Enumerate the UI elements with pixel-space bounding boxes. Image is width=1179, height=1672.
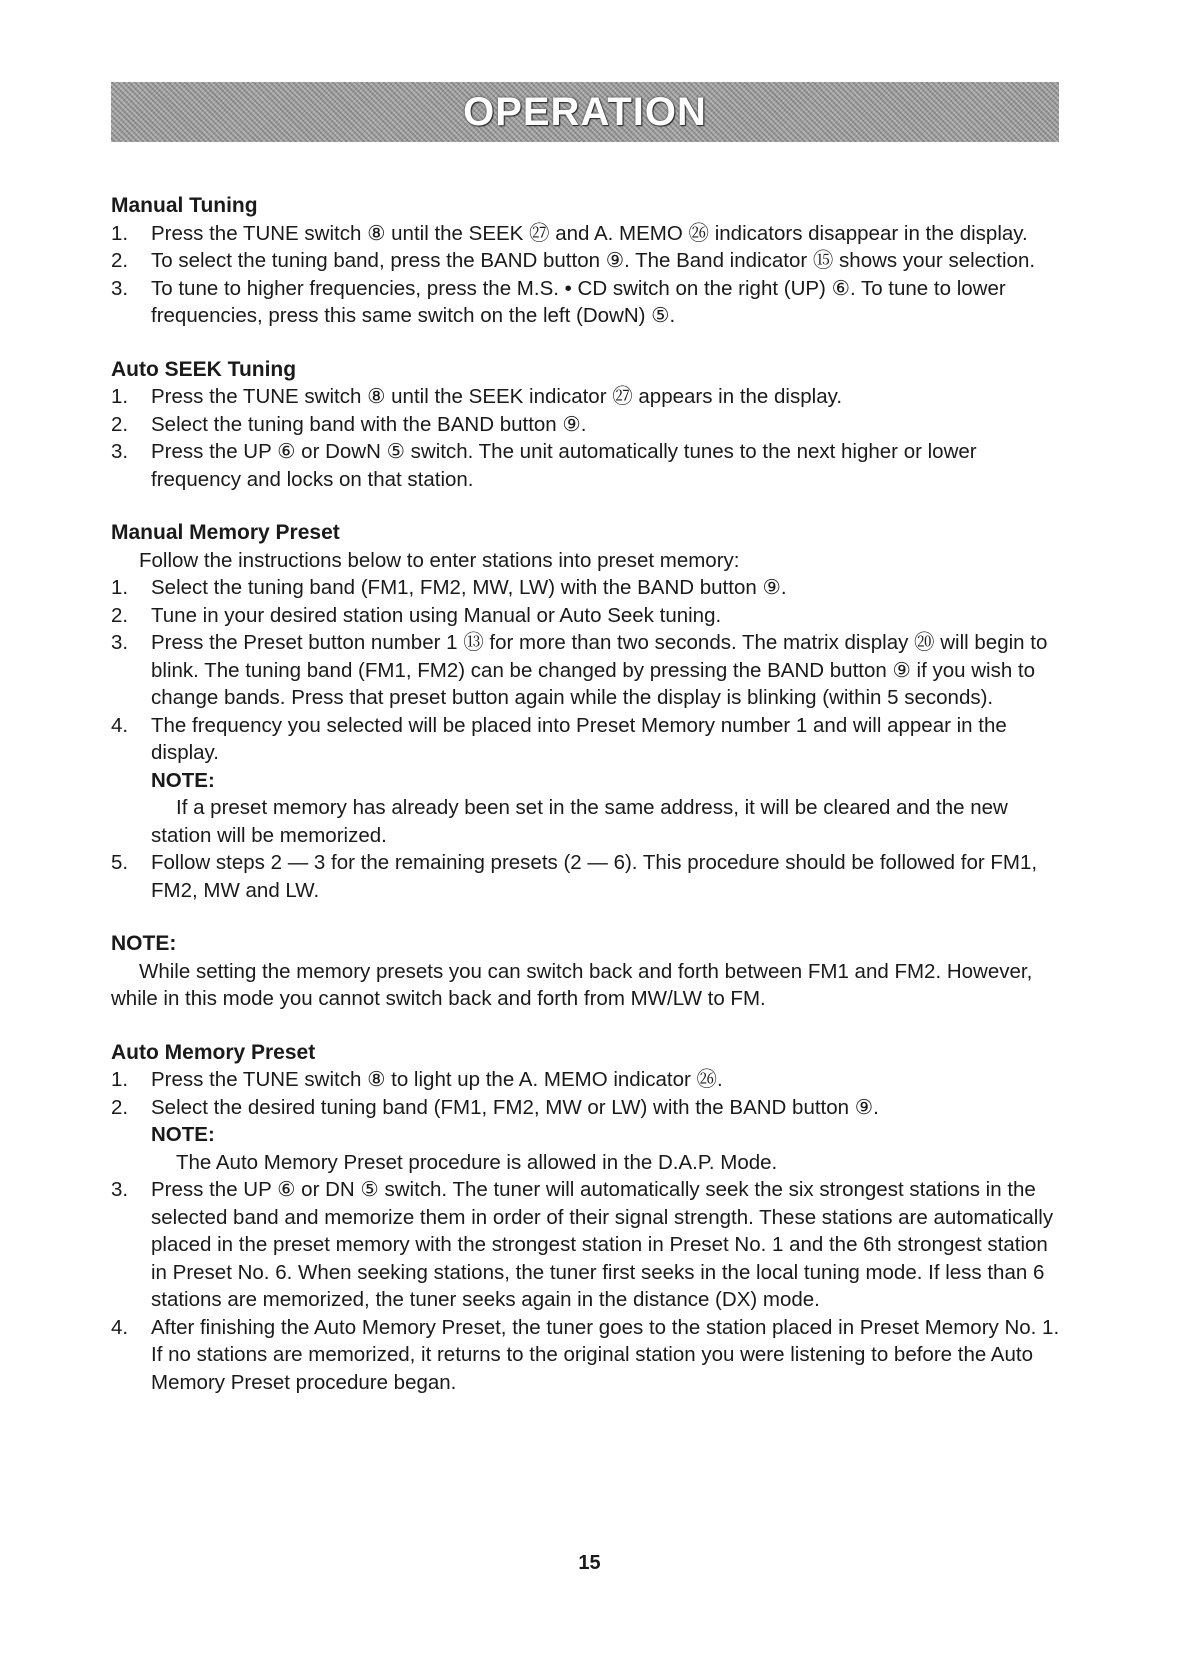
item-text: After finishing the Auto Memory Preset, the tuner goes to the station placed in Preset Memory No. 1. If no stations are memorized, it returns to the original station you were listening to before the Auto Memory Preset procedure began. bbox=[151, 1315, 1060, 1394]
page-number: 15 bbox=[578, 1552, 601, 1574]
item-number: 2. bbox=[111, 412, 129, 436]
item-text: Follow steps 2 — 3 for the remaining presets (2 — 6). This procedure should be followed for FM1, FM2, MW and LW. bbox=[151, 851, 1038, 902]
list-item bbox=[111, 629, 1066, 712]
item-number: 2. bbox=[111, 603, 129, 627]
item-text: Press the UP ⑥ or DowN ⑤ switch. The unit automatically tunes to the next higher or lower frequency and locks on that station. bbox=[151, 440, 977, 491]
item-text: To tune to higher frequencies, press the M.S. • CD switch on the right (UP) ⑥. To tune to lower frequencies, press this same switch on the left (DowN) ⑤. bbox=[151, 276, 1006, 327]
page-content bbox=[111, 192, 1066, 1396]
list-item bbox=[111, 411, 1066, 439]
section-heading: Auto Memory Preset bbox=[111, 1040, 316, 1064]
item-text: Select the tuning band with the BAND button ⑨. bbox=[151, 412, 587, 436]
item-number: 1. bbox=[111, 221, 129, 245]
section-auto-memory bbox=[111, 1039, 1066, 1397]
item-number: 4. bbox=[111, 1315, 129, 1339]
item-number: 2. bbox=[111, 249, 129, 272]
item-number: 3. bbox=[111, 440, 129, 463]
note-label: NOTE: bbox=[151, 768, 215, 792]
page-title: OPERATION bbox=[463, 89, 707, 134]
item-number: 3. bbox=[111, 276, 129, 300]
note-text: If a preset memory has already been set in the same address, it will be cleared and the new station will be memorized. bbox=[151, 796, 1008, 847]
section-auto-seek bbox=[111, 356, 1066, 494]
item-text: Press the TUNE switch ⑧ to light up the A. MEMO indicator ㉖. bbox=[151, 1068, 723, 1091]
note-text: While setting the memory presets you can switch back and forth between FM1 and FM2. However, while in this mode you cannot switch back and forth from MW/LW to FM. bbox=[111, 959, 1033, 1010]
list-item bbox=[111, 1176, 1066, 1314]
item-text: Tune in your desired station using Manual or Auto Seek tuning. bbox=[151, 603, 722, 627]
list-item bbox=[111, 602, 1066, 630]
list-item bbox=[111, 383, 1066, 411]
section-heading: Manual Memory Preset bbox=[111, 521, 340, 544]
list-item bbox=[111, 712, 1066, 850]
item-number: 1. bbox=[111, 1068, 129, 1091]
item-number: 3. bbox=[111, 1178, 129, 1201]
section-intro: Follow the instructions below to enter stations into preset memory: bbox=[139, 548, 740, 572]
item-number: 1. bbox=[111, 576, 129, 599]
item-text: Select the tuning band (FM1, FM2, MW, LW) with the BAND button ⑨. bbox=[151, 576, 787, 599]
item-text: Press the TUNE switch ⑧ until the SEEK indicator ㉗ appears in the display. bbox=[151, 385, 843, 408]
list-item bbox=[111, 1314, 1066, 1397]
item-text: Press the Preset button number 1 ⑬ for more than two seconds. The matrix display ⑳ will begin to blink. The tuning band (FM1, FM2) can be changed by pressing the BAND button ⑨ if you wish to change bands. Press that preset button again while the display is blinking (within 5 seconds). bbox=[151, 631, 1048, 709]
item-text: Select the desired tuning band (FM1, FM2, MW or LW) with the BAND button ⑨. bbox=[151, 1095, 879, 1119]
list-item bbox=[111, 1094, 1066, 1177]
general-note bbox=[111, 930, 1066, 1013]
item-number: 5. bbox=[111, 851, 129, 874]
section-manual-tuning bbox=[111, 192, 1066, 330]
item-text: Press the UP ⑥ or DN ⑤ switch. The tuner will automatically seek the six strongest stations in the selected band and memorize them in order of their signal strength. These stations are automatically placed in the preset memory with the strongest station in Preset No. 1 and the 6th strongest station in Preset No. 6. When seeking stations, the tuner first seeks in the local tuning mode. If less than 6 stations are memorized, the tuner seeks again in the distance (DX) mode. bbox=[151, 1178, 1054, 1311]
operation-banner bbox=[111, 82, 1059, 142]
note-heading: NOTE: bbox=[111, 932, 177, 955]
section-heading: Auto SEEK Tuning bbox=[111, 357, 297, 381]
item-number: 2. bbox=[111, 1095, 129, 1119]
item-number: 4. bbox=[111, 713, 129, 737]
note-label: NOTE: bbox=[151, 1123, 215, 1146]
section-heading: Manual Tuning bbox=[111, 194, 258, 217]
note-text: The Auto Memory Preset procedure is allowed in the D.A.P. Mode. bbox=[176, 1150, 778, 1174]
item-number: 1. bbox=[111, 385, 129, 408]
item-text: The frequency you selected will be placed into Preset Memory number 1 and will appear in the display. bbox=[151, 713, 1007, 764]
section-manual-memory bbox=[111, 519, 1066, 904]
list-item bbox=[111, 1066, 1066, 1094]
item-number: 3. bbox=[111, 631, 129, 654]
list-item bbox=[111, 438, 1066, 493]
list-item bbox=[111, 574, 1066, 602]
item-text: Press the TUNE switch ⑧ until the SEEK ㉗ and A. MEMO ㉖ indicators disappear in the display. bbox=[151, 221, 1028, 245]
list-item bbox=[111, 247, 1066, 275]
list-item bbox=[111, 849, 1066, 904]
list-item bbox=[111, 220, 1066, 248]
list-item bbox=[111, 275, 1066, 330]
item-text: To select the tuning band, press the BAND button ⑨. The Band indicator ⑮ shows your selection. bbox=[151, 249, 1036, 272]
